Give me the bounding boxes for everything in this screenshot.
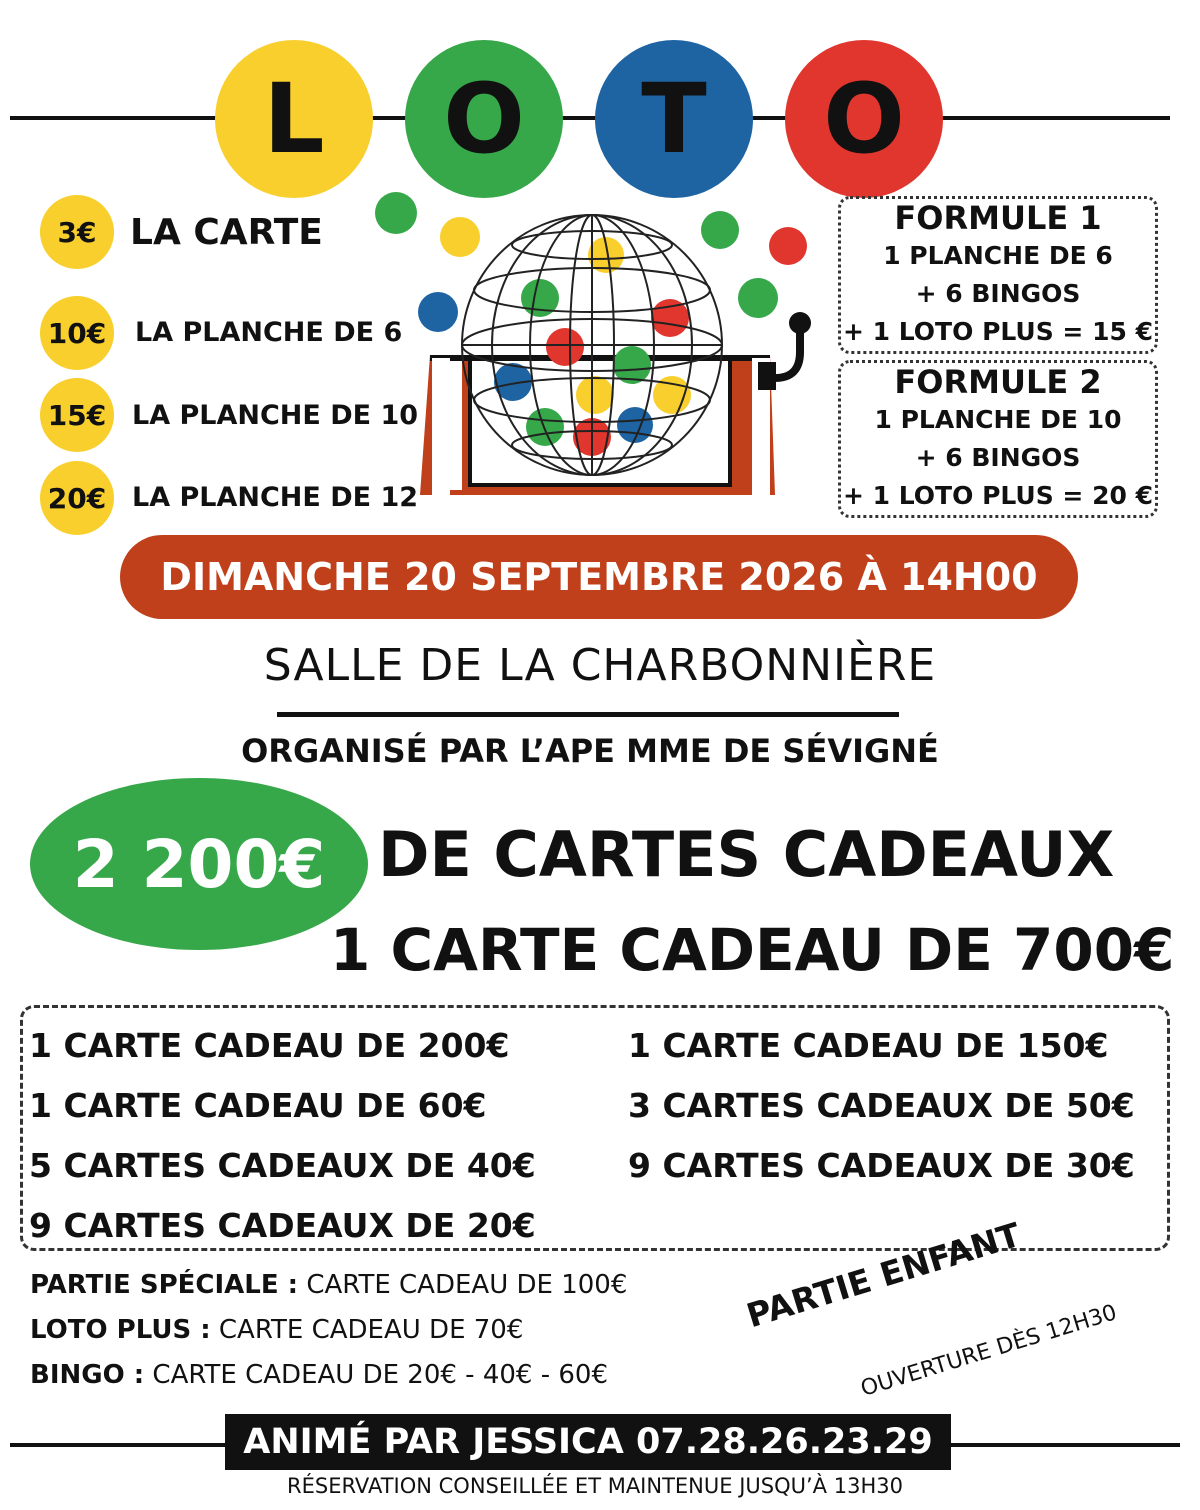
lot-right-3: 9 CARTES CADEAUX DE 30€: [628, 1146, 1135, 1185]
price-label-planche-10: LA PLANCHE DE 10: [132, 400, 419, 431]
title-rule-mid-1: [370, 116, 410, 120]
price-badge-planche-6: 10€: [40, 296, 114, 370]
price-badge-carte: 3€: [40, 195, 114, 269]
formule-2-box: [838, 360, 1158, 518]
lot-right-1: 1 CARTE CADEAU DE 150€: [628, 1026, 1109, 1065]
title-rule-left: [10, 116, 220, 120]
title-ball-t: T: [595, 40, 753, 198]
title-ball-o2: O: [785, 40, 943, 198]
price-label-planche-6: LA PLANCHE DE 6: [135, 317, 403, 348]
footer-rule-right: [948, 1443, 1180, 1447]
extra-loto-plus: LOTO PLUS : CARTE CADEAU DE 70€: [30, 1315, 524, 1345]
extra-bingo: BINGO : CARTE CADEAU DE 20€ - 40€ - 60€: [30, 1360, 608, 1390]
footer-rule-left: [10, 1443, 230, 1447]
price-badge-planche-10: 15€: [40, 378, 114, 452]
title-rule-right: [940, 116, 1170, 120]
formule-1-box: [838, 196, 1158, 354]
venue-divider: [277, 712, 899, 717]
reservation-note: RÉSERVATION CONSEILLÉE ET MAINTENUE JUSQU’À 13H30: [287, 1474, 903, 1498]
formule-1-title: FORMULE 1: [894, 199, 1102, 237]
price-label-carte: LA CARTE: [130, 212, 323, 253]
formule-2-title: FORMULE 2: [894, 363, 1102, 401]
title-ball-o1: O: [405, 40, 563, 198]
price-badge-planche-12: 20€: [40, 461, 114, 535]
formule-1-line-3: + 1 LOTO PLUS = 15 €: [843, 317, 1153, 346]
host-contact-banner: ANIMÉ PAR JESSICA 07.28.26.23.29: [225, 1414, 951, 1470]
lot-left-2: 1 CARTE CADEAU DE 60€: [29, 1086, 487, 1125]
title-rule-mid-3: [750, 116, 790, 120]
lot-left-4: 9 CARTES CADEAUX DE 20€: [29, 1206, 536, 1245]
event-venue: SALLE DE LA CHARBONNIÈRE: [263, 640, 937, 691]
title-ball-l: L: [215, 40, 373, 198]
prize-total-badge: 2 200€: [30, 778, 368, 950]
partie-enfant-stamp: PARTIE ENFANT: [742, 1214, 1026, 1336]
lot-left-1: 1 CARTE CADEAU DE 200€: [29, 1026, 510, 1065]
lots-list-box: [20, 1005, 1170, 1251]
title-rule-mid-2: [560, 116, 600, 120]
prize-main: 1 CARTE CADEAU DE 700€: [330, 916, 1175, 984]
event-organizer: ORGANISÉ PAR L’APE MME DE SÉVIGNÉ: [241, 732, 939, 770]
event-date-banner: DIMANCHE 20 SEPTEMBRE 2026 À 14H00: [120, 535, 1078, 619]
formule-2-line-2: + 6 BINGOS: [915, 443, 1081, 472]
price-label-planche-12: LA PLANCHE DE 12: [132, 482, 419, 513]
formule-2-line-1: 1 PLANCHE DE 10: [874, 405, 1122, 434]
bingo-cage-illustration: [370, 190, 830, 520]
lot-left-3: 5 CARTES CADEAUX DE 40€: [29, 1146, 536, 1185]
prize-headline: DE CARTES CADEAUX: [378, 818, 1115, 891]
lot-right-2: 3 CARTES CADEAUX DE 50€: [628, 1086, 1135, 1125]
formule-2-line-3: + 1 LOTO PLUS = 20 €: [843, 481, 1153, 510]
formule-1-line-2: + 6 BINGOS: [915, 279, 1081, 308]
formule-1-line-1: 1 PLANCHE DE 6: [883, 241, 1113, 270]
opening-time: OUVERTURE DÈS 12H30: [858, 1300, 1120, 1402]
extra-partie-speciale: PARTIE SPÉCIALE : CARTE CADEAU DE 100€: [30, 1270, 628, 1300]
